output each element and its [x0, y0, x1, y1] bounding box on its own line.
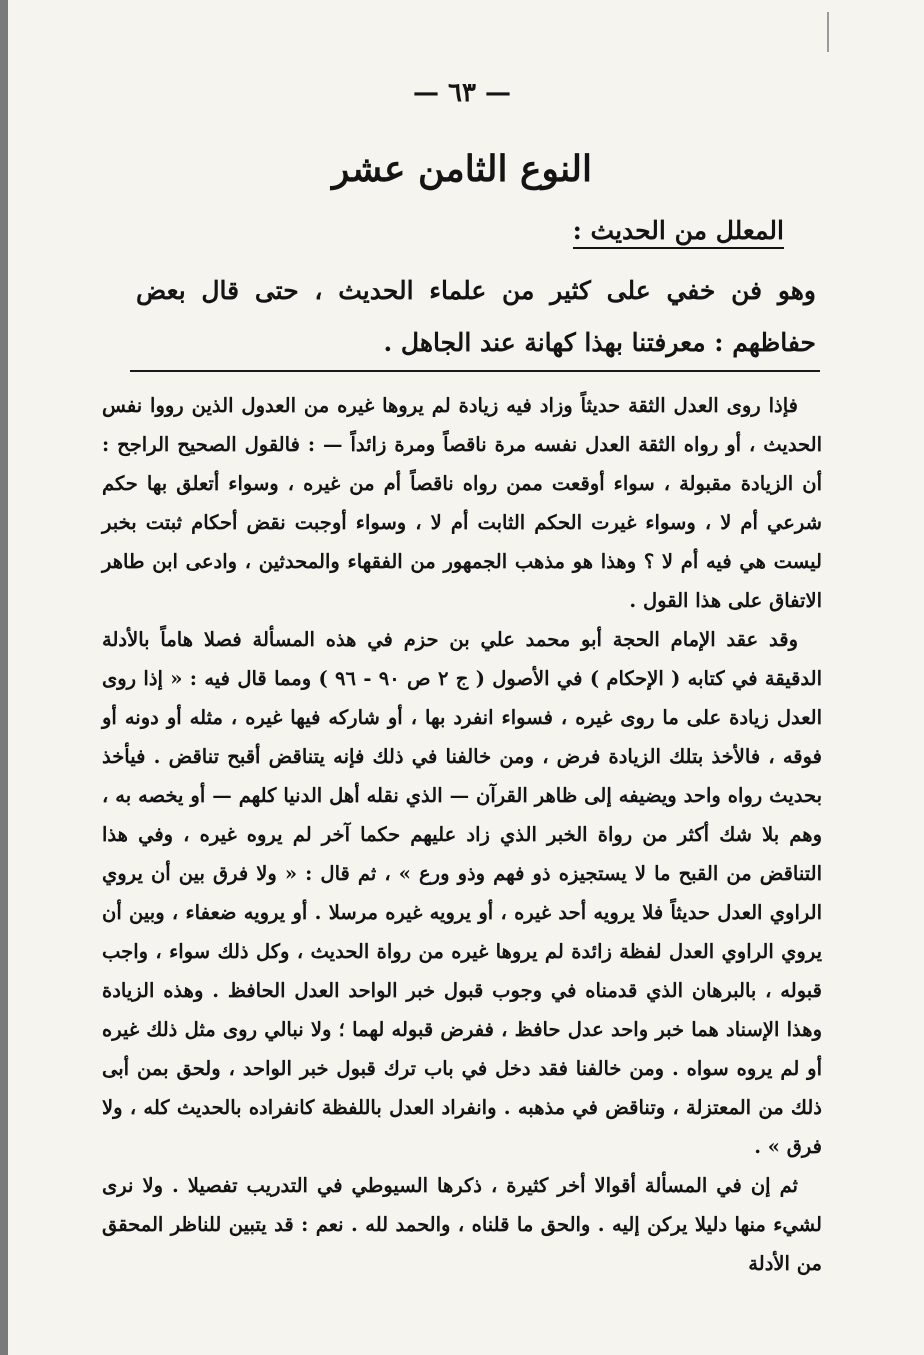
- paragraph-2: وقد عقد الإمام الحجة أبو محمد علي بن حزم في هذه المسألة فصلا هاماً بالأدلة الدقيقة في كتابه ( الإحكام ) في الأصول ( ج ٢ ص ٩٠ - ٩٦ ) ومما قال فيه : « إذا روى العدل زيادة على ما روى غيره ، فسواء انفرد بها ، أو شاركه فيها غيره ، مثله أو دونه أو فوقه ، فالأخذ بتلك الزيادة فرض ، ومن خالفنا في ذلك فإنه يتناقض أقبح تناقض . فيأخذ بحديث رواه واحد ويضيفه إلى ظاهر القرآن — الذي نقله أهل الدنيا كلهم — أو يخصه به ، وهم بلا شك أكثر من رواة الخبر الذي زاد عليهم حكما آخر لم يروه غيره ، وفي هذا التناقض من القبح ما لا يستجيزه ذو فهم وذو ورع » ، ثم قال : « ولا فرق بين أن يروي الراوي العدل حديثاً فلا يرويه أحد غيره ، أو يرويه غيره مرسلا . أو يرويه ضعفاء ، وبين أن يروي الراوي العدل لفظة زائدة لم يروها غيره من رواة الحديث ، وكل ذلك سواء ، واجب قبوله ، بالبرهان الذي قدمناه في وجوب قبول خبر الواحد العدل الحافظ . وهذه الزيادة وهذا الإسناد هما خبر واحد عدل حافظ ، ففرض قبوله لهما ؛ ولا نبالي روى مثل ذلك غيره أو لم يروه سواه . ومن خالفنا فقد دخل في باب ترك قبول خبر الواحد ، ولحق بمن أبى ذلك من المعتزلة ، وتناقض في مذهبه . وانفراد العدل باللفظة كانفراده بالحديث كله ، ولا فرق » .: [102, 628, 823, 1158]
- paragraph-1: فإذا روى العدل الثقة حديثاً وزاد فيه زيادة لم يروها غيره من العدول الذين رووا نفس الحديث ، أو رواه الثقة العدل نفسه مرة ناقصاً ومرة زائداً — : فالقول الصحيح الراجح : أن الزيادة مقبولة ، سواء أوقعت ممن رواه ناقصاً أم من غيره ، وسواء أتعلق بها حكم شرعي أم لا ، وسواء غيرت الحكم الثابت أم لا ، وسواء أوجبت نقض أحكام ثبتت بخبر ليست هي فيه أم لا ؟ وهذا هو مذهب الجمهور من الفقهاء والمحدثين ، وادعى ابن طاهر الاتفاق على هذا القول .: [102, 394, 822, 612]
- page-number: — ٦٣ —: [412, 78, 512, 108]
- intro-paragraph: وهو فن خفي على كثير من علماء الحديث ، حتى قال بعض حفاظهم : معرفتنا بهذا كهانة عند الجاهل .: [136, 276, 816, 357]
- section-subtitle: المعلل من الحديث :: [573, 216, 784, 249]
- section-divider: [130, 370, 820, 372]
- scan-mark: [827, 12, 829, 52]
- chapter-title: النوع الثامن عشر: [332, 148, 592, 190]
- page-edge-shadow: [0, 0, 8, 1355]
- paragraph-3: ثم إن في المسألة أقوالا أخر كثيرة ، ذكرها السيوطي في التدريب تفصيلا . ولا نرى لشيء منها دليلا يركن إليه . والحق ما قلناه ، والحمد لله . نعم : قد يتبين للناظر المحقق من الأدلة: [102, 1174, 822, 1275]
- body-text: [102, 386, 822, 1283]
